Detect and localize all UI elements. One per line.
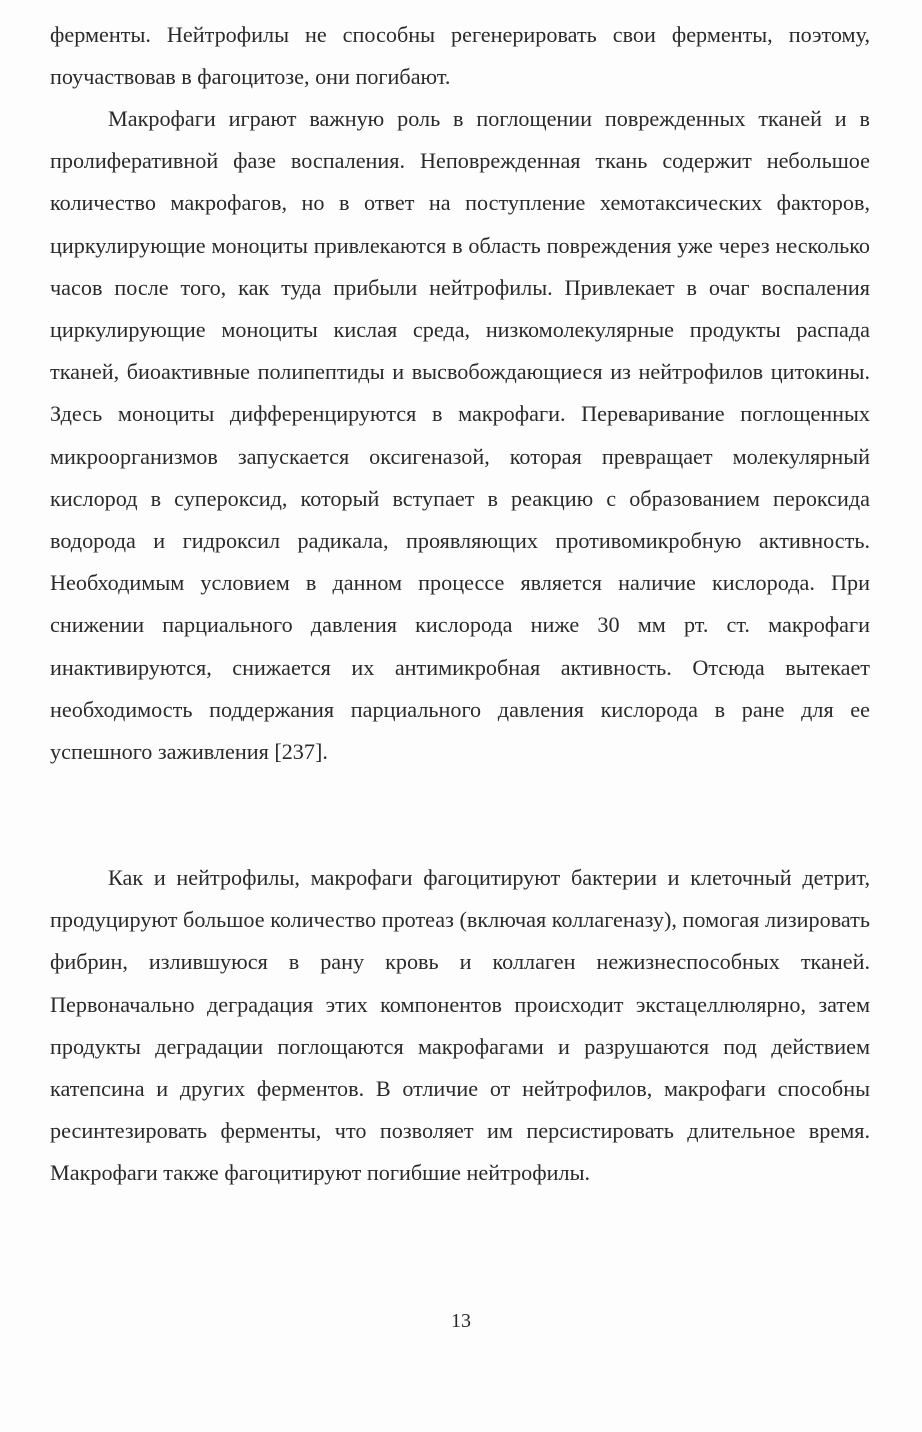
text-block-1 bbox=[50, 14, 870, 98]
paragraph-1: ферменты. Нейтрофилы не способны регенерировать свои ферменты, поэтому, поучаствовав в фагоцитозе, они погибают. bbox=[50, 22, 870, 90]
paragraph-2: Макрофаги играют важную роль в поглощении поврежденных тканей и в пролиферативной фазе воспаления. Неповрежденная ткань содержит небольшое количество макрофагов, но в ответ на поступление хемотаксических факторов, циркулирующие моноциты привлекаются в область повреждения уже через несколько часов после того, как туда прибыли нейтрофилы. Привлекает в очаг воспаления циркулирующие моноциты кислая среда, низкомолекулярные продукты распада тканей, биоактивные полипептиды и высвобождающиеся из нейтрофилов цитокины. Здесь моноциты дифференцируются в макрофаги. Переваривание поглощенных микроорганизмов запускается оксигеназой, которая превращает молекулярный кислород в супероксид, который вступает в реакцию с образованием пероксида водорода и гидроксил радикала, проявляющих противомикробную активность. Необходимым условием в данном процессе является наличие кислорода. При снижении парциального давления кислорода ниже 30 мм рт. ст. макрофаги инактивируются, снижается их антимикробная активность. Отсюда вытекает необходимость поддержания парциального давления кислорода в ране для ее успешного заживления [237]. bbox=[50, 106, 870, 765]
text-block-2 bbox=[50, 98, 870, 773]
paragraph-3: Как и нейтрофилы, макрофаги фагоцитируют бактерии и клеточный детрит, продуцируют большое количество протеаз (включая коллагеназу), помогая лизировать фибрин, излившуюся в рану кровь и коллаген нежизнеспособных тканей. Первоначально деградация этих компонентов происходит экстацеллюлярно, затем продукты деградации поглощаются макрофагами и разрушаются под действием катепсина и других ферментов. В отличие от нейтрофилов, макрофаги способны ресинтезировать ферменты, что позволяет им персистировать длительное время. Макрофаги также фагоцитируют погибшие нейтрофилы. bbox=[50, 865, 870, 1186]
page-number: 13 bbox=[451, 1310, 471, 1332]
text-block-3 bbox=[50, 857, 870, 1195]
